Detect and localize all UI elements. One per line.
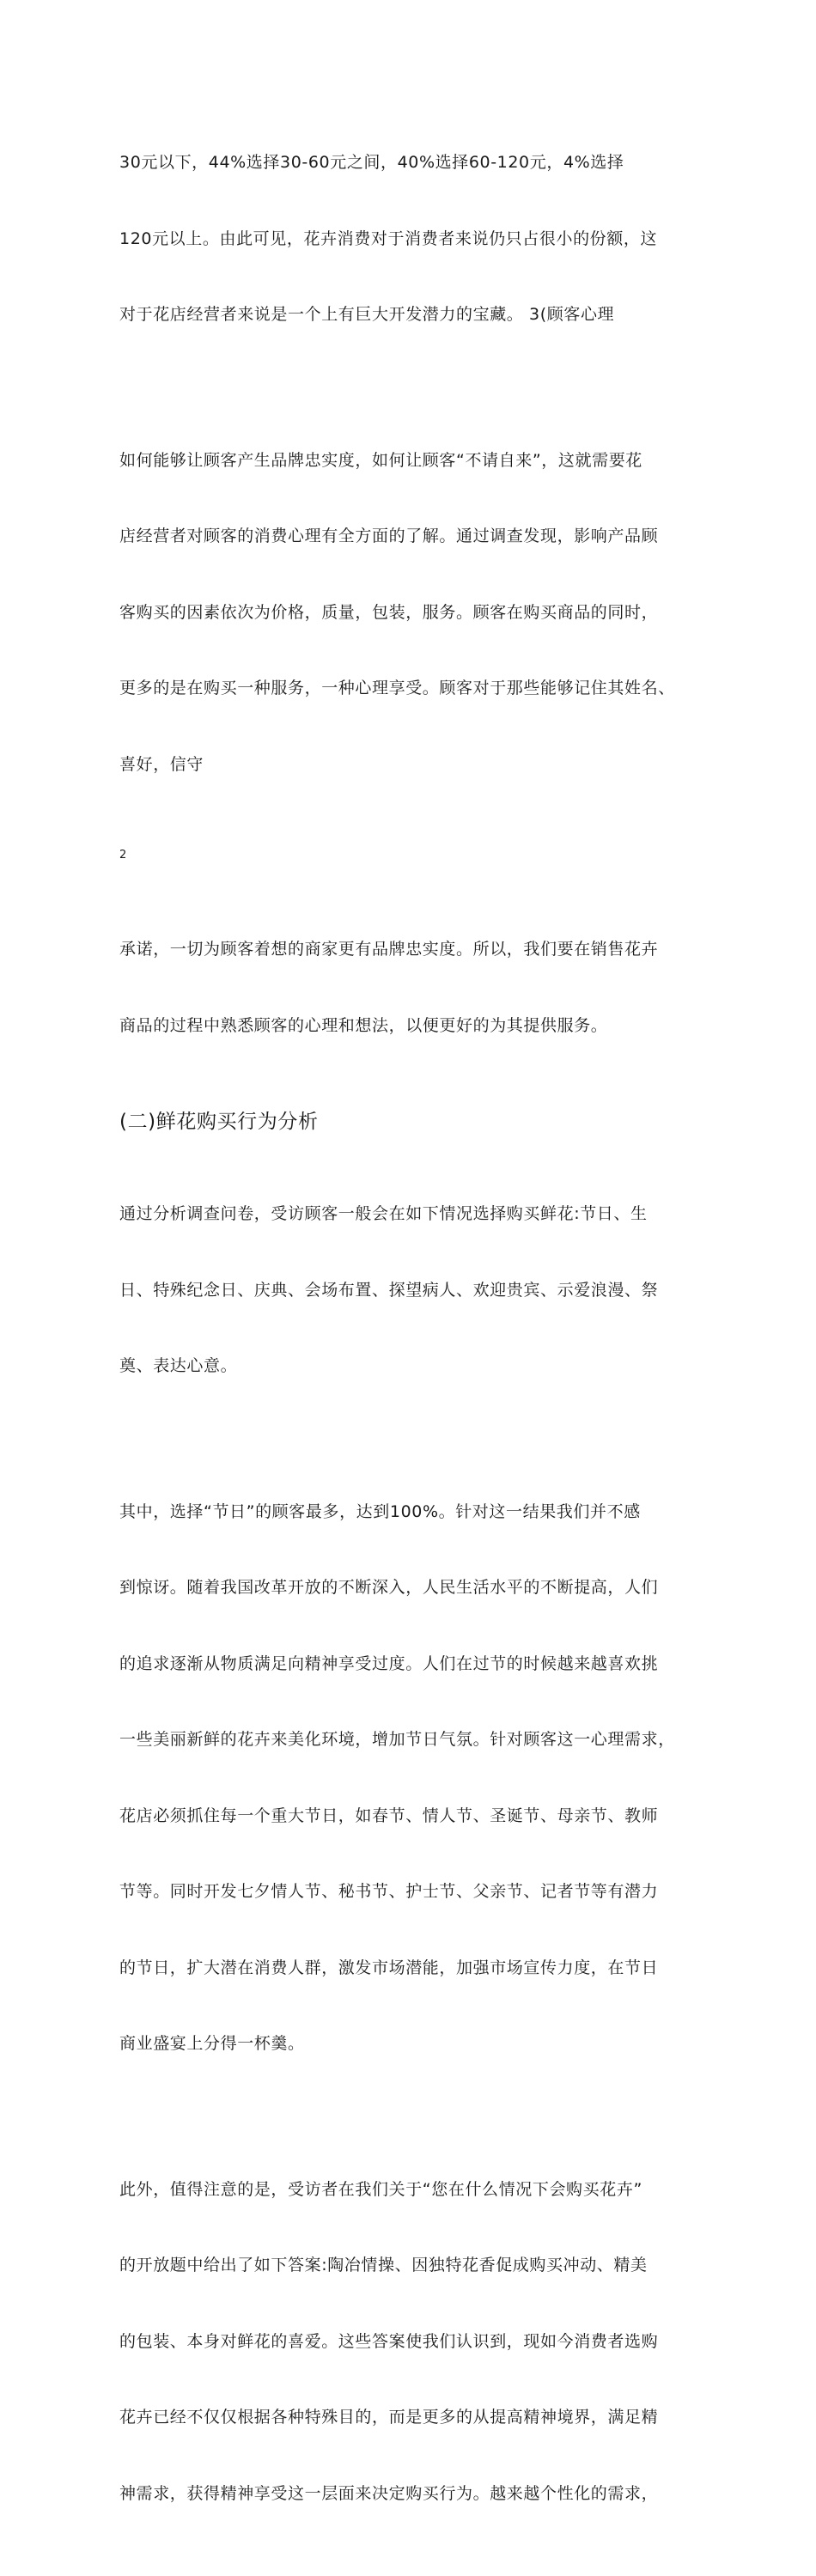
text-line: 其中，选择“节日”的顾客最多，达到100%。针对这一结果我们并不感 xyxy=(119,1501,641,1521)
document-page xyxy=(119,100,712,2576)
text-line: 店经营者对顾客的消费心理有全方面的了解。通过调查发现，影响产品顾 xyxy=(119,527,659,545)
text-line: 日、特殊纪念日、庆典、会场布置、探望病人、欢迎贵宾、示爱浪漫、祭 xyxy=(119,1280,659,1300)
page-number: 2 xyxy=(119,849,127,862)
text-line: 120元以上。由此可见，花卉消费对于消费者来说仍只占很小的份额，这 xyxy=(119,228,658,248)
text-line: 通过分析调查问卷，受访顾客一般会在如下情况选择购买鲜花:节日、生 xyxy=(119,1204,648,1223)
text-line: 到惊讶。随着我国改革开放的不断深入，人民生活水平的不断提高，人们 xyxy=(119,1578,659,1597)
text-line: 客购买的因素依次为价格，质量，包装，服务。顾客在购买商品的同时， xyxy=(119,602,659,622)
section-heading: (二)鲜花购买行为分析 xyxy=(119,1111,319,1133)
paragraph-holiday-analysis xyxy=(119,1449,712,2108)
text-line: 花卉已经不仅仅根据各种特殊目的，而是更多的从提高精神境界，满足精 xyxy=(119,2408,659,2427)
text-line: 花店必须抓住每一个重大节日，如春节、情人节、圣诞节、母亲节、教师 xyxy=(119,1806,659,1825)
text-line: 商业盛宴上分得一杯羹。 xyxy=(119,2034,305,2053)
text-line: 承诺，一切为顾客着想的商家更有品牌忠实度。所以，我们要在销售花卉 xyxy=(119,940,659,959)
paragraph-open-question xyxy=(119,2127,712,2558)
text-line: 的开放题中给出了如下答案:陶冶情操、因独特花香促成购买冲动、精美 xyxy=(119,2256,648,2275)
text-line: 此外，值得注意的是，受访者在我们关于“您在什么情况下会购买花卉” xyxy=(119,2179,642,2199)
text-line: 一些美丽新鲜的花卉来美化环境，增加节日气氛。针对顾客这一心理需求， xyxy=(119,1730,675,1749)
text-line: 如何能够让顾客产生品牌忠实度，如何让顾客“不请自来”，这就需要花 xyxy=(119,450,642,470)
text-line: 的节日，扩大潜在消费人群，激发市场潜能，加强市场宣传力度，在节日 xyxy=(119,1958,659,1977)
text-line: 的包装、本身对鲜花的喜爱。这些答案使我们认识到，现如今消费者选购 xyxy=(119,2331,659,2351)
paragraph-purchase-occasions xyxy=(119,1151,712,1430)
text-line: 神需求，获得精神享受这一层面来决定购买行为。越来越个性化的需求， xyxy=(119,2483,659,2503)
text-line: 奠、表达心意。 xyxy=(119,1356,238,1375)
text-line: 的追求逐渐从物质满足向精神享受过度。人们在过节的时候越来越喜欢挑 xyxy=(119,1653,659,1673)
paragraph-brand-loyalty xyxy=(119,886,712,1089)
text-line: 喜好，信守 xyxy=(119,754,204,774)
text-line: 节等。同时开发七夕情人节、秘书节、护士节、父亲节、记者节等有潜力 xyxy=(119,1882,659,1901)
text-line: 商品的过程中熟悉顾客的心理和想法，以便更好的为其提供服务。 xyxy=(119,1015,608,1035)
paragraph-price-distribution xyxy=(119,100,712,379)
text-line: 30元以下，44%选择30-60元之间，40%选择60-120元，4%选择 xyxy=(119,153,624,172)
text-line: 更多的是在购买一种服务，一种心理享受。顾客对于那些能够记住其姓名、 xyxy=(119,679,675,697)
paragraph-customer-psychology xyxy=(119,398,712,829)
text-line: 对于花店经营者来说是一个上有巨大开发潜力的宝藏。 3(顾客心理 xyxy=(119,305,615,324)
